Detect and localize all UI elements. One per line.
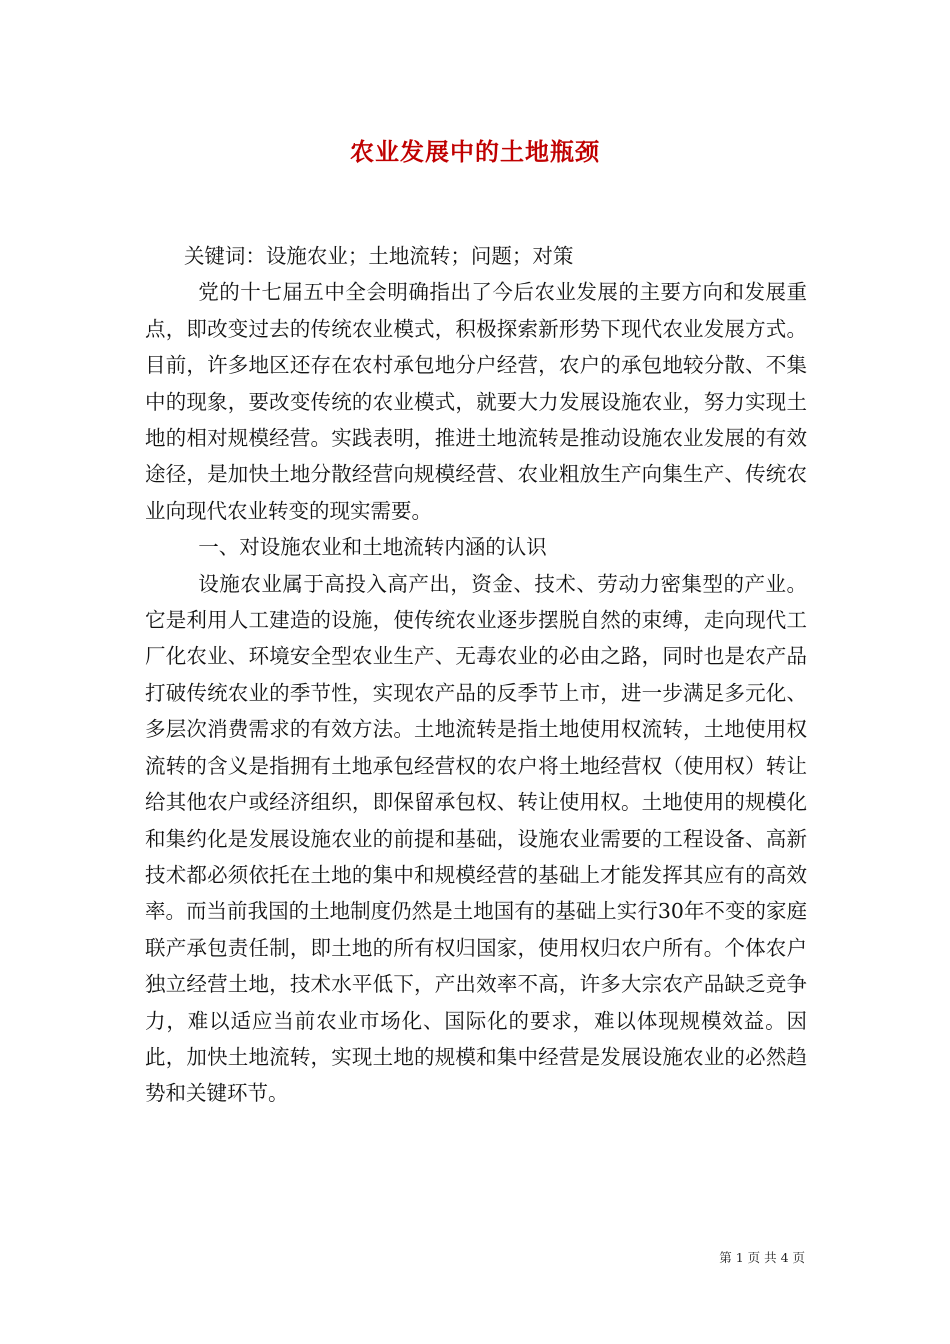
- document-body: [145, 238, 807, 1112]
- keywords-line: 关键词：设施农业；土地流转；问题；对策: [183, 244, 574, 268]
- document-title: 农业发展中的土地瓶颈: [350, 137, 600, 166]
- paragraph-section-1: 设施农业属于高投入高产出，资金、技术、劳动力密集型的产业。它是利用人工建造的设施，使传统农业逐步摆脱自然的束缚，走向现代工厂化农业、环境安全型农业生产、无毒农业的必由之路，同时也是农产品打破传统农业的季节性，实现农产品的反季节上市，进一步满足多元化、多层次消费需求的有效方法。土地流转是指土地使用权流转，土地使用权流转的含义是指拥有土地承包经营权的农户将土地经营权（使用权）转让给其他农户或经济组织，即保留承包权、转让使用权。土地使用的规模化和集约化是发展设施农业的前提和基础，设施农业需要的工程设备、高新技术都必须依托在土地的集中和规模经营的基础上才能发挥其应有的高效率。而当前我国的土地制度仍然是土地国有的基础上实行30年不变的家庭联产承包责任制，即土地的所有权归国家，使用权归农户所有。个体农户独立经营土地，技术水平低下，产出效率不高，许多大宗农产品缺乏竞争力，难以适应当前农业市场化、国际化的要求，难以体现规模效益。因此，加快土地流转，实现土地的规模和集中经营是发展设施农业的必然趋势和关键环节。: [145, 571, 807, 1106]
- page-number-footer: 第 1 页 共 4 页: [719, 1250, 805, 1265]
- paragraph-intro: 党的十七届五中全会明确指出了今后农业发展的主要方向和发展重点，即改变过去的传统农业模式，积极探索新形势下现代农业发展方式。目前，许多地区还存在农村承包地分户经营，农户的承包地较分散、不集中的现象，要改变传统的农业模式，就要大力发展设施农业，努力实现土地的相对规模经营。实践表明，推进土地流转是推动设施农业发展的有效途径，是加快土地分散经营向规模经营、农业粗放生产向集生产、传统农业向现代农业转变的现实需要。: [145, 280, 807, 523]
- section-heading-1: 一、对设施农业和土地流转内涵的认识: [198, 535, 547, 560]
